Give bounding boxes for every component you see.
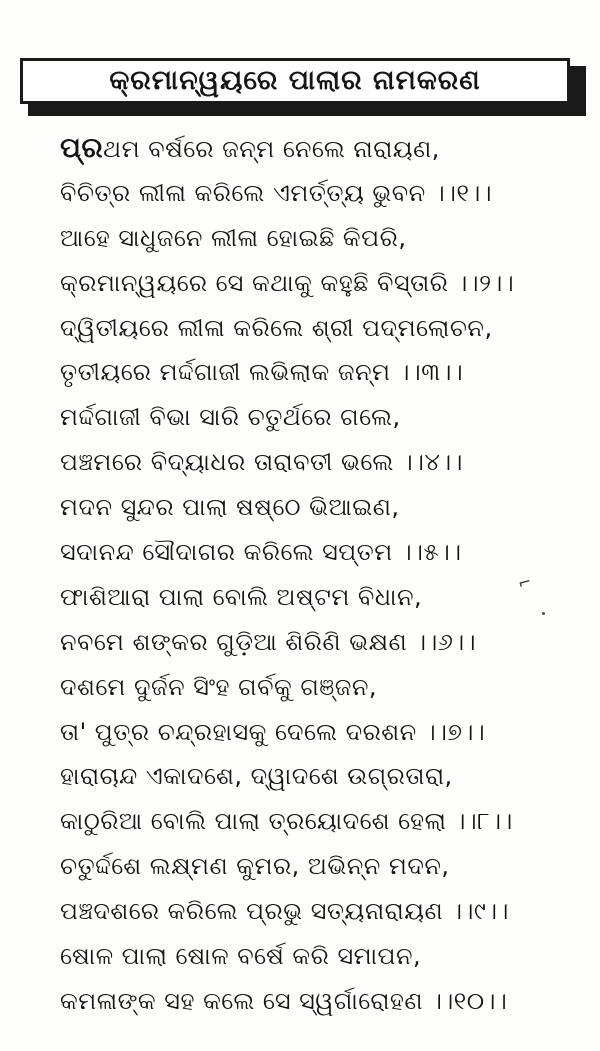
ink-smudge: ⌐ [515, 571, 534, 594]
poem-line: ଷୋଳ ପାଲା ଷୋଳ ବର୍ଷେ କରି ସମାପନ, [60, 942, 422, 971]
poem-line: ଆହେ ସାଧୁଜନେ ଲୀଳା ହୋଇଛି କିପରି, [60, 223, 407, 252]
poem-line: ଫାଶିଆରା ପାଲା ବୋଲି ଅଷ୍ଟମ ବିଧାନ, [60, 582, 423, 611]
poem-body [60, 126, 580, 1024]
poem-line [60, 126, 580, 171]
poem-line: ବିଚିତ୍ର ଲୀଳା କରିଲେ ଏମର୍ତ୍ତ୍ୟ ଭୁବନ ।।୧।। [60, 178, 493, 207]
poem-line: ସଦାନନ୍ଦ ସୌଦାଗର କରିଲେ ସପ୍ତମ ।।୫।। [60, 538, 462, 567]
poem-line: ମର୍ଦ୍ଦଗାଜୀ ବିଭା ସାରି ଚତୁର୍ଥରେ ଗଲେ, [60, 403, 401, 432]
poem-line: ମଦନ ସୁନ୍ଦର ପାଲା ଷଷ୍ଠେ ଭିଆଇଣ, [60, 493, 400, 522]
poem-line: ହାରାଚାନ୍ଦ ଏକାଦଶେ, ଦ୍ୱାଦଶେ ଉଗ୍ରତାରା, [60, 762, 453, 791]
poem-line: କାଠୁରିଆ ବୋଲି ପାଲା ତ୍ରୟୋଦଶେ ହେଲା ।।୮।। [60, 807, 513, 836]
poem-line: ଦଶମେ ଦୁର୍ଜନ ସିଂହ ଗର୍ବକୁ ଗଞ୍ଜନ, [60, 672, 377, 701]
poem-line: ପଞ୍ଚମରେ ବିଦ୍ୟାଧର ତାରାବତୀ ଭଲେ ।।୪।। [60, 448, 463, 477]
drop-cap: ପ୍ର [60, 131, 104, 164]
page-title: କ୍ରମାନ୍ୱୟରେ ପାଲାର ନାମକରଣ [109, 65, 481, 96]
ink-speck [542, 612, 545, 615]
poem-line: ତା' ପୁତ୍ର ଚନ୍ଦ୍ରହାସକୁ ଦେଲେ ଦରଶନ ।।୭।। [60, 717, 486, 746]
poem-line-text: ଥମ ବର୍ଷରେ ଜନ୍ମ ନେଲେ ନାରାୟଣ, [103, 135, 440, 163]
poem-line: ପଞ୍ଚଦଶରେ କରିଲେ ପ୍ରଭୁ ସତ୍ୟନାରାୟଣ ।।୯।। [60, 897, 509, 926]
poem-line: ନବମେ ଶଙ୍କର ଗୁଡ଼ିଆ ଶିରିଣି ଭକ୍ଷଣ ।।୬।। [60, 627, 477, 656]
title-box [20, 58, 570, 104]
poem-line: କ୍ରମାନ୍ୱୟରେ ସେ କଥାକୁ କହୁଛି ବିସ୍ତାରି ।।୨।। [60, 268, 515, 297]
poem-line: ଦ୍ୱିତୀୟରେ ଲୀଳା କରିଲେ ଶ୍ରୀ ପଦ୍ମଲୋଚନ, [60, 313, 493, 342]
poem-line: କମଳାଙ୍କ ସହ କଲେ ସେ ସ୍ୱର୍ଗାରୋହଣ ।।୧୦।। [60, 986, 508, 1015]
poem-line: ତୃତୀୟରେ ମର୍ଦ୍ଦଗାଜୀ ଲଭିଲାକ ଜନ୍ମ ।।୩।। [60, 358, 464, 387]
poem-line: ଚତୁର୍ଦ୍ଦଶେ ଲକ୍ଷ୍ମଣ କୁମର, ଅଭିନ୍ନ ମଦନ, [60, 852, 450, 881]
